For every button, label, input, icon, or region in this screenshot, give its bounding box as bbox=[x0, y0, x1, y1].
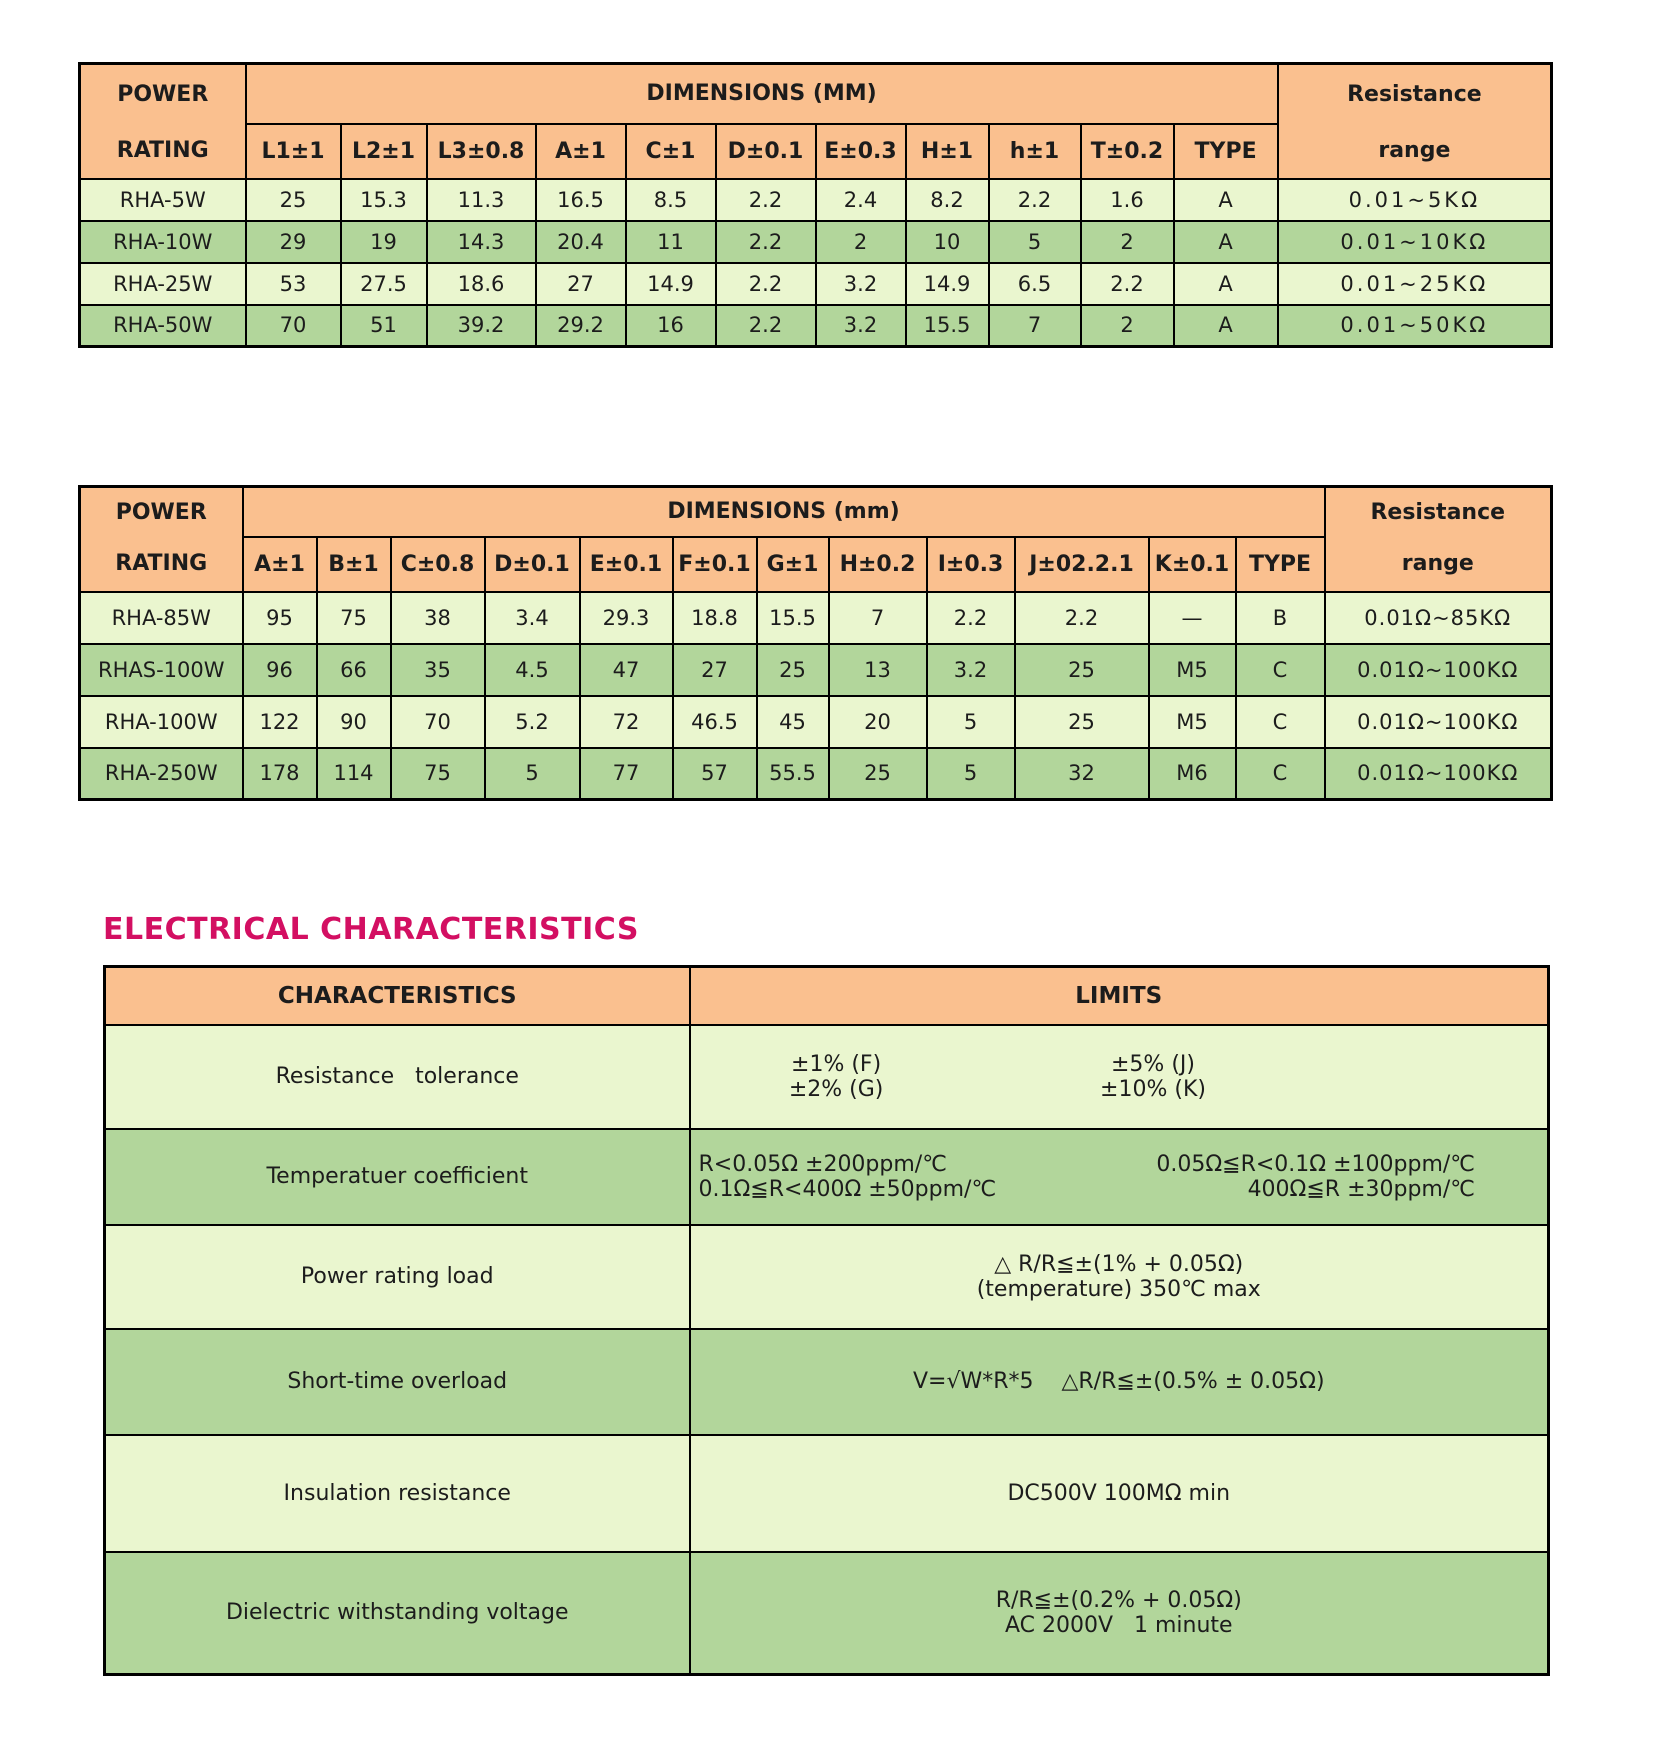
dim-value: 114 bbox=[317, 748, 391, 800]
dim-value: 7 bbox=[829, 592, 927, 644]
resistance-range-value: 0.01~50KΩ bbox=[1278, 305, 1552, 347]
dim-value: 2.2 bbox=[989, 179, 1081, 221]
dim-value: 95 bbox=[243, 592, 317, 644]
col-header: D±0.1 bbox=[716, 124, 816, 179]
col-header: L2±1 bbox=[341, 124, 427, 179]
dimensions-table-type-bc bbox=[78, 485, 1553, 801]
col-header: T±0.2 bbox=[1081, 124, 1174, 179]
limit-item: R<0.05Ω ±200ppm/℃ bbox=[698, 1151, 947, 1177]
dim-value: 2.2 bbox=[716, 305, 816, 347]
dim-value: 75 bbox=[391, 748, 485, 800]
dim-value: M5 bbox=[1149, 644, 1236, 696]
limit-line bbox=[691, 1152, 1548, 1177]
resistance-range-header bbox=[1325, 487, 1552, 592]
characteristic-name: Temperatuer coefficient bbox=[105, 1129, 690, 1225]
dim-value: 4.5 bbox=[485, 644, 580, 696]
resistance-range-value: 0.01~10KΩ bbox=[1278, 221, 1552, 263]
dim-value: 3.4 bbox=[485, 592, 580, 644]
dim-value: 35 bbox=[391, 644, 485, 696]
dim-value: 51 bbox=[341, 305, 427, 347]
dim-value: 2.2 bbox=[716, 263, 816, 305]
resistance-range-value: 0.01~25KΩ bbox=[1278, 263, 1552, 305]
type-value: C bbox=[1236, 748, 1325, 800]
dim-value: 5 bbox=[989, 221, 1081, 263]
dim-value: 2 bbox=[816, 221, 906, 263]
dim-value: 14.3 bbox=[427, 221, 536, 263]
dim-value: 77 bbox=[580, 748, 673, 800]
limit-item: ±10% (K) bbox=[1100, 1076, 1206, 1102]
dim-value: 57 bbox=[673, 748, 757, 800]
resistance-range-value: 0.01Ω~100KΩ bbox=[1325, 644, 1552, 696]
dim-value: 19 bbox=[341, 221, 427, 263]
dimensions-header: DIMENSIONS (MM) bbox=[246, 64, 1278, 124]
dim-value: 2.4 bbox=[816, 179, 906, 221]
power-rating-cell: RHA-250W bbox=[80, 748, 243, 800]
col-header: TYPE bbox=[1236, 537, 1325, 592]
dim-value: 55.5 bbox=[757, 748, 829, 800]
dim-value: 70 bbox=[246, 305, 341, 347]
limit-item: 400Ω≦R ±30ppm/℃ bbox=[1247, 1176, 1475, 1202]
col-header: E±0.3 bbox=[816, 124, 906, 179]
type-value: C bbox=[1236, 644, 1325, 696]
dim-value: M5 bbox=[1149, 696, 1236, 748]
col-header: F±0.1 bbox=[673, 537, 757, 592]
dim-value: 5 bbox=[927, 748, 1015, 800]
table-row bbox=[80, 221, 1552, 263]
dim-value: 14.9 bbox=[626, 263, 716, 305]
dim-value: 25 bbox=[1015, 696, 1149, 748]
limit-line: (temperature) 350℃ max bbox=[976, 1276, 1261, 1302]
type-value: A bbox=[1174, 179, 1278, 221]
col-header: h±1 bbox=[989, 124, 1081, 179]
col-header: C±0.8 bbox=[391, 537, 485, 592]
limit-item: ±5% (J) bbox=[1111, 1051, 1195, 1077]
dim-value: 3.2 bbox=[816, 305, 906, 347]
limits-lines bbox=[691, 1588, 1548, 1638]
dim-value: 2.2 bbox=[716, 179, 816, 221]
dim-value: 5 bbox=[927, 696, 1015, 748]
dim-value: M6 bbox=[1149, 748, 1236, 800]
dim-value: 13 bbox=[829, 644, 927, 696]
dim-value: 8.2 bbox=[906, 179, 989, 221]
dim-value: 3.2 bbox=[927, 644, 1015, 696]
dim-value: 66 bbox=[317, 644, 391, 696]
table-row bbox=[80, 592, 1552, 644]
characteristic-name: Resistance tolerance bbox=[105, 1025, 690, 1129]
power-rating-header-line2: RATING bbox=[116, 137, 209, 163]
electrical-characteristics-title: ELECTRICAL CHARACTERISTICS bbox=[103, 912, 639, 947]
power-rating-header bbox=[80, 64, 246, 179]
limits-cell bbox=[690, 1025, 1549, 1129]
limits-cell bbox=[690, 1329, 1549, 1435]
dim-value: 25 bbox=[829, 748, 927, 800]
limits-lines bbox=[691, 1369, 1548, 1394]
dim-value: 2.2 bbox=[716, 221, 816, 263]
dim-value: 5.2 bbox=[485, 696, 580, 748]
limits-lines bbox=[691, 1481, 1548, 1506]
dim-value: 122 bbox=[243, 696, 317, 748]
col-header: B±1 bbox=[317, 537, 391, 592]
dim-value: 18.8 bbox=[673, 592, 757, 644]
col-header: D±0.1 bbox=[485, 537, 580, 592]
dim-value: 96 bbox=[243, 644, 317, 696]
dim-value: 27 bbox=[673, 644, 757, 696]
dim-value: 18.6 bbox=[427, 263, 536, 305]
table-row bbox=[105, 1129, 1549, 1225]
power-rating-cell: RHA-25W bbox=[80, 263, 246, 305]
limit-line bbox=[691, 1177, 1548, 1202]
electrical-characteristics-table bbox=[103, 965, 1550, 1676]
limit-item: ±1% (F) bbox=[791, 1051, 882, 1077]
dim-value: 27 bbox=[536, 263, 626, 305]
dim-value: 25 bbox=[1015, 644, 1149, 696]
dim-value: 6.5 bbox=[989, 263, 1081, 305]
power-rating-cell: RHA-50W bbox=[80, 305, 246, 347]
resistance-header-line2: range bbox=[1378, 137, 1451, 163]
resistance-header-line1: Resistance bbox=[1347, 81, 1482, 107]
dim-value: 90 bbox=[317, 696, 391, 748]
dim-value: 46.5 bbox=[673, 696, 757, 748]
dim-value: 25 bbox=[246, 179, 341, 221]
col-header: J±02.2.1 bbox=[1015, 537, 1149, 592]
col-header: A±1 bbox=[536, 124, 626, 179]
resistance-range-value: 0.01Ω~85KΩ bbox=[1325, 592, 1552, 644]
table-row bbox=[80, 305, 1552, 347]
limits-lines bbox=[691, 1152, 1548, 1202]
table-row bbox=[80, 644, 1552, 696]
type-value: A bbox=[1174, 305, 1278, 347]
characteristic-name: Insulation resistance bbox=[105, 1435, 690, 1552]
power-rating-cell: RHA-5W bbox=[80, 179, 246, 221]
dim-value: 47 bbox=[580, 644, 673, 696]
col-header: H±1 bbox=[906, 124, 989, 179]
dim-value: 2.2 bbox=[1015, 592, 1149, 644]
col-header: L3±0.8 bbox=[427, 124, 536, 179]
limit-item: 0.1Ω≦R<400Ω ±50ppm/℃ bbox=[698, 1176, 997, 1202]
dim-value: 29.2 bbox=[536, 305, 626, 347]
col-header: A±1 bbox=[243, 537, 317, 592]
dimensions-header: DIMENSIONS (mm) bbox=[243, 487, 1325, 537]
type-value: B bbox=[1236, 592, 1325, 644]
resistance-range-header bbox=[1278, 64, 1552, 179]
limit-line: R/R≦±(0.2% + 0.05Ω) bbox=[995, 1587, 1242, 1613]
dimensions-table-type-a bbox=[78, 62, 1553, 348]
dim-value: 25 bbox=[757, 644, 829, 696]
characteristics-col-header: CHARACTERISTICS bbox=[105, 967, 690, 1025]
col-header: H±0.2 bbox=[829, 537, 927, 592]
table-row bbox=[80, 263, 1552, 305]
table-row bbox=[80, 696, 1552, 748]
dim-value: 32 bbox=[1015, 748, 1149, 800]
limit-item: 0.05Ω≦R<0.1Ω ±100ppm/℃ bbox=[1156, 1151, 1475, 1177]
col-header: TYPE bbox=[1174, 124, 1278, 179]
dim-value: 15.5 bbox=[906, 305, 989, 347]
dim-value: 7 bbox=[989, 305, 1081, 347]
resistance-range-value: 0.01Ω~100KΩ bbox=[1325, 748, 1552, 800]
power-rating-cell: RHA-100W bbox=[80, 696, 243, 748]
dim-value: 11.3 bbox=[427, 179, 536, 221]
dim-value: 3.2 bbox=[816, 263, 906, 305]
dim-value: 53 bbox=[246, 263, 341, 305]
table-row bbox=[105, 1552, 1549, 1675]
table-row bbox=[105, 1329, 1549, 1435]
characteristic-name: Short-time overload bbox=[105, 1329, 690, 1435]
col-header: I±0.3 bbox=[927, 537, 1015, 592]
resistance-range-value: 0.01Ω~100KΩ bbox=[1325, 696, 1552, 748]
resistance-header-line2: range bbox=[1401, 550, 1474, 576]
limits-cell bbox=[690, 1225, 1549, 1329]
dim-value: 29.3 bbox=[580, 592, 673, 644]
dim-value: 20 bbox=[829, 696, 927, 748]
tolerance-grid bbox=[691, 1052, 1548, 1102]
dim-value: 178 bbox=[243, 748, 317, 800]
dim-value: 27.5 bbox=[341, 263, 427, 305]
resistance-header-line1: Resistance bbox=[1370, 499, 1506, 525]
power-rating-header-line1: POWER bbox=[117, 81, 209, 107]
dim-value: 11 bbox=[626, 221, 716, 263]
col-header: C±1 bbox=[626, 124, 716, 179]
limit-item: ±2% (G) bbox=[788, 1076, 884, 1102]
power-rating-cell: RHA-10W bbox=[80, 221, 246, 263]
resistance-range-value: 0.01~5KΩ bbox=[1278, 179, 1552, 221]
table-row bbox=[105, 1025, 1549, 1129]
dim-value: 2.2 bbox=[927, 592, 1015, 644]
limits-cell bbox=[690, 1552, 1549, 1675]
table-row bbox=[105, 1225, 1549, 1329]
dim-value: 2 bbox=[1081, 305, 1174, 347]
power-rating-header bbox=[80, 487, 243, 592]
limit-line: △ R/R≦±(1% + 0.05Ω) bbox=[994, 1251, 1244, 1277]
table-row bbox=[80, 748, 1552, 800]
dim-value: 72 bbox=[580, 696, 673, 748]
dim-value: 2 bbox=[1081, 221, 1174, 263]
dim-value: 10 bbox=[906, 221, 989, 263]
characteristic-name: Power rating load bbox=[105, 1225, 690, 1329]
dim-value: 29 bbox=[246, 221, 341, 263]
type-value: A bbox=[1174, 221, 1278, 263]
dim-value: 75 bbox=[317, 592, 391, 644]
dim-value: 15.5 bbox=[757, 592, 829, 644]
limits-cell bbox=[690, 1129, 1549, 1225]
col-header: L1±1 bbox=[246, 124, 341, 179]
dim-value: 14.9 bbox=[906, 263, 989, 305]
dim-value: 15.3 bbox=[341, 179, 427, 221]
limits-cell bbox=[690, 1435, 1549, 1552]
limit-line: DC500V 100MΩ min bbox=[1007, 1480, 1231, 1506]
limit-line: V=√W*R*5 △R/R≦±(0.5% ± 0.05Ω) bbox=[912, 1369, 1325, 1394]
dim-value: 70 bbox=[391, 696, 485, 748]
dim-value: 5 bbox=[485, 748, 580, 800]
limit-line: AC 2000V 1 minute bbox=[1004, 1612, 1233, 1638]
dim-value: 20.4 bbox=[536, 221, 626, 263]
power-rating-header-line1: POWER bbox=[115, 499, 207, 525]
dim-value: 8.5 bbox=[626, 179, 716, 221]
dim-value: 39.2 bbox=[427, 305, 536, 347]
col-header: K±0.1 bbox=[1149, 537, 1236, 592]
dim-value: 2.2 bbox=[1081, 263, 1174, 305]
limits-lines bbox=[691, 1252, 1548, 1302]
power-rating-cell: RHA-85W bbox=[80, 592, 243, 644]
dim-value: 38 bbox=[391, 592, 485, 644]
power-rating-header-line2: RATING bbox=[115, 550, 208, 576]
col-header: G±1 bbox=[757, 537, 829, 592]
dim-value: — bbox=[1149, 592, 1236, 644]
type-value: A bbox=[1174, 263, 1278, 305]
col-header: E±0.1 bbox=[580, 537, 673, 592]
table-row bbox=[80, 179, 1552, 221]
table-row bbox=[105, 1435, 1549, 1552]
dim-value: 16 bbox=[626, 305, 716, 347]
power-rating-cell: RHAS-100W bbox=[80, 644, 243, 696]
dim-value: 1.6 bbox=[1081, 179, 1174, 221]
dim-value: 16.5 bbox=[536, 179, 626, 221]
characteristic-name: Dielectric withstanding voltage bbox=[105, 1552, 690, 1675]
dim-value: 45 bbox=[757, 696, 829, 748]
type-value: C bbox=[1236, 696, 1325, 748]
limits-col-header: LIMITS bbox=[690, 967, 1549, 1025]
